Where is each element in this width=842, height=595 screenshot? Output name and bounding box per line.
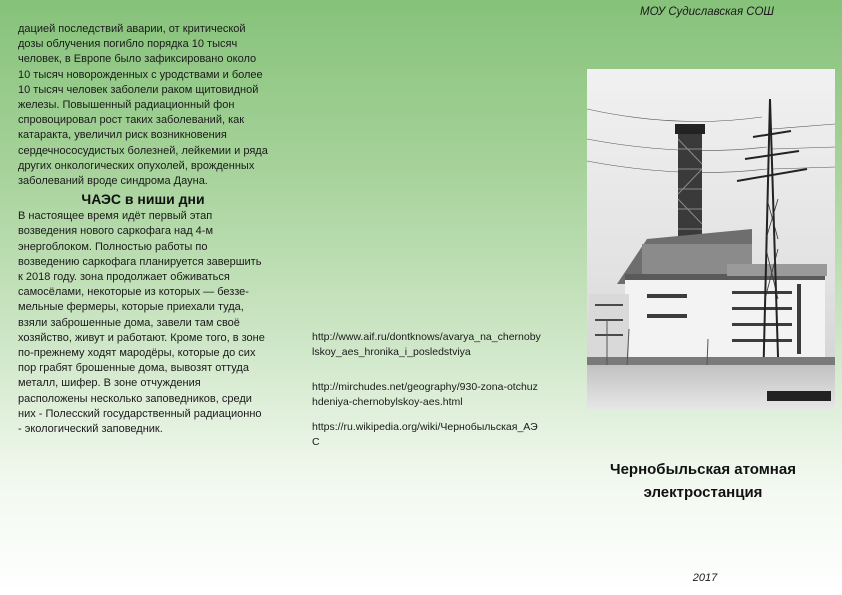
title-line-1: Чернобыльская атомная xyxy=(610,461,796,478)
title-line-2: электростанция xyxy=(643,484,763,501)
school-name: МОУ Судиславская СОШ xyxy=(640,6,774,18)
brochure-title xyxy=(562,458,842,504)
link-mirchudes[interactable]: http://mirchudes.net/geography/930-zona-otchuzhdeniya-chernobylskoy-aes.html xyxy=(312,381,538,408)
text-paragraph-present-day: В настоящее время идёт первый этап возведения нового саркофага над 4-м энергоблоком. Полностью работы по возведению саркофага планируется завершить к 2018 году. зона продолжает обживаться самосёлами, некоторые из которых — безземельные фермеры, которые приехали туда, взяли заброшенные дома, завели там своё хозяйство, живут и работают. Кроме того, в зоне по-прежнему ходят мародёры, которые до сих пор грабят брошенные дома, вывозят оттуда металл, шифер. В зоне отчуждения расположены несколько заповедников, среди них - Полесский государственный радиационно - экологический заповедник. xyxy=(18,210,265,436)
chernobyl-power-plant-photo xyxy=(587,69,835,409)
year: 2017 xyxy=(692,572,718,584)
section-heading: ЧАЭС в ниши дни xyxy=(81,191,205,208)
link-wikipedia[interactable]: https://ru.wikipedia.org/wiki/Чернобыльская_АЭС xyxy=(312,421,538,448)
link-aif[interactable]: http://www.aif.ru/dontknows/avarya_na_chernobylskoy_aes_hronika_i_posledstviya xyxy=(312,331,541,358)
text-paragraph-consequences: дацией последствий аварии, от критической дозы облучения погибло порядка 10 тысяч человек, в Европе было зафиксировано около 10 тысяч новорожденных с уродствами и более 10 тысяч человек заболели раком щитовидной железы. Повышенный радиационный фон спровоцировал рост таких заболеваний, как катаракта, увеличил риск возникновения сердечнососудистых болезней, лейкемии и ряда других онкологических опухолей, врожденных заболеваний вроде синдрома Дауна. xyxy=(18,23,268,188)
links-column xyxy=(312,330,542,470)
left-column xyxy=(18,22,268,437)
